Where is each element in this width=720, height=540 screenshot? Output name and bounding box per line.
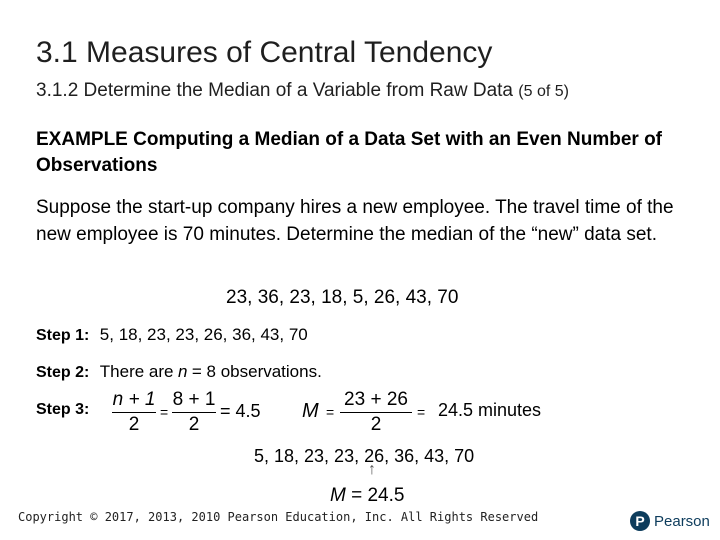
pearson-logo-text: Pearson — [654, 513, 710, 530]
fraction-2-denominator: 2 — [188, 414, 200, 435]
fraction-23-plus-26 — [340, 389, 412, 436]
pearson-logo — [630, 510, 720, 534]
fraction-2-bar — [172, 412, 216, 413]
step-2-label: Step 2: — [36, 364, 90, 381]
page-indicator: (5 of 5) — [518, 83, 569, 100]
step-1 — [36, 325, 308, 345]
sorted-list: 5, 18, 23, 23, 26, 36, 43, 70 — [254, 446, 475, 466]
position-result: = 4.5 — [220, 401, 261, 421]
step-3-label: Step 3: — [36, 401, 90, 418]
median-equation-value: = 24.5 — [351, 485, 405, 506]
median-equation — [330, 485, 404, 507]
fraction-3-numerator: 23 + 26 — [344, 389, 408, 410]
step-1-label: Step 1: — [36, 327, 90, 344]
fraction-1-denominator: 2 — [128, 414, 140, 435]
fraction-3-denominator: 2 — [370, 414, 382, 435]
slide-subtitle — [36, 80, 569, 102]
fraction-2-numerator: 8 + 1 — [172, 389, 216, 410]
step-2-var: n — [177, 362, 188, 381]
step-2-prefix: There are — [99, 362, 174, 381]
fraction-8-plus-1 — [172, 389, 216, 436]
example-heading: EXAMPLE Computing a Median of a Data Set with an Even Number of Observations — [36, 129, 663, 176]
fraction-1-bar — [112, 412, 156, 413]
step-2-suffix: = 8 observations. — [191, 362, 322, 381]
equals-3: = — [326, 404, 335, 420]
example-paragraph: Suppose the start-up company hires a new employee. The travel time of the new employee is 70 minutes. Determine the median of the “new” data set. — [36, 197, 674, 245]
median-equation-var: M — [330, 485, 346, 506]
data-set: 23, 36, 23, 18, 5, 26, 43, 70 — [226, 287, 459, 308]
fraction-1-numerator: n + 1 — [112, 389, 156, 410]
arrow-up-icon: ↑ — [368, 461, 376, 478]
slide-title: 3.1 Measures of Central Tendency — [36, 36, 493, 69]
step-2 — [36, 362, 322, 382]
median-result: 24.5 minutes — [438, 400, 542, 420]
fraction-3-bar — [340, 412, 412, 413]
median-symbol: M — [302, 400, 319, 422]
pearson-logo-icon: P — [630, 511, 650, 531]
equals-1: = — [160, 404, 169, 420]
fraction-n-plus-1 — [112, 389, 156, 436]
step-1-text: 5, 18, 23, 23, 26, 36, 43, 70 — [99, 325, 308, 344]
subtitle-text: 3.1.2 Determine the Median of a Variable from Raw Data — [36, 80, 513, 101]
copyright: Copyright © 2017, 2013, 2010 Pearson Education, Inc. All Rights Reserved — [18, 510, 539, 524]
equals-4: = — [417, 404, 426, 420]
